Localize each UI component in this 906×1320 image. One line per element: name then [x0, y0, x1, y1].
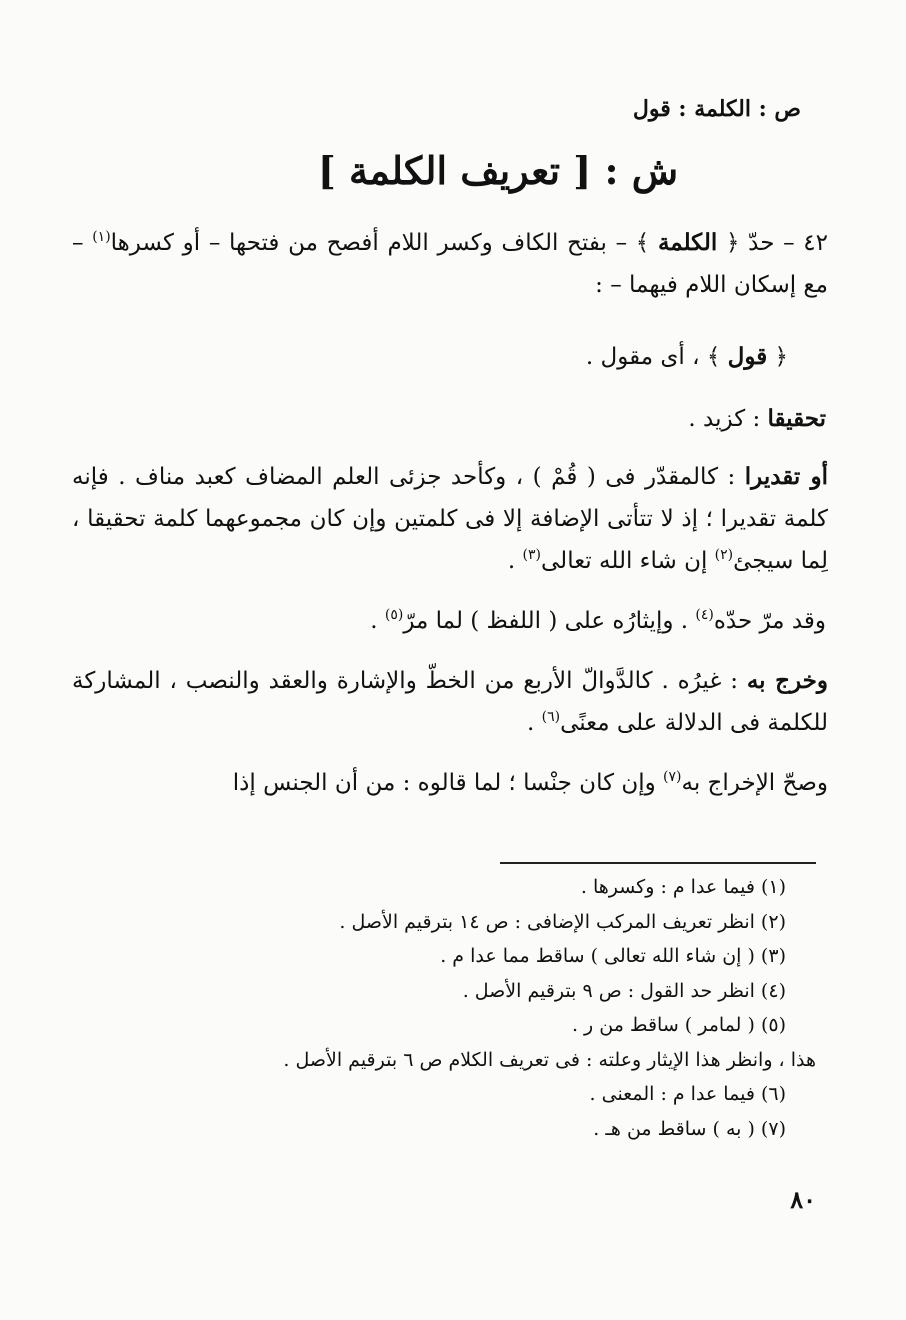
paragraph-qawl — [72, 336, 788, 378]
footnote-2: (٢) انظر تعريف المركب الإضافى : ص ١٤ بترقيم الأصل . — [339, 910, 786, 933]
paragraph-tahqiqan — [72, 398, 826, 440]
footnote-ref-6[interactable]: (٦) — [541, 709, 561, 725]
footnote-ref-7[interactable]: (٧) — [663, 769, 682, 785]
page-number: ٨٠ — [790, 1185, 816, 1214]
paragraph-text: : غيرُه . كالدَّوالّ الأربع من الخطّ والإشارة والعقد والنصب ، المشاركة للكلمة فى الدلالة على معنًى — [72, 668, 828, 736]
brace-open: ﴿ — [725, 230, 740, 256]
footnote-5: (٥) ( لمامر ) ساقط من ر . — [571, 1014, 786, 1036]
paragraph-text: : كزيد . — [688, 406, 761, 432]
footnote-ref-1[interactable]: (١) — [92, 229, 111, 245]
footnote-3: (٣) ( إن شاء الله تعالى ) ساقط مما عدا م . — [440, 945, 786, 967]
footnote-5-continuation: هذا ، وانظر هذا الإيثار وعلته : فى تعريف الكلام ص ٦ بترقيم الأصل . — [283, 1048, 816, 1071]
paragraph-text: . — [507, 548, 516, 574]
paragraph-text: وقد مرّ حدّه — [713, 608, 826, 634]
paragraph-text: إن شاء الله تعالى — [541, 548, 708, 574]
footnotes — [120, 870, 816, 1146]
paragraph-kharaja — [72, 660, 828, 744]
term-qawl: قول — [727, 343, 768, 370]
footnote-ref-3[interactable]: (٣) — [522, 547, 542, 563]
paragraph-text: . — [526, 710, 535, 736]
footnote-ref-4[interactable]: (٤) — [695, 607, 714, 623]
footnote-ref-5[interactable]: (٥) — [384, 607, 404, 623]
footnote-rule — [500, 862, 816, 864]
paragraph-number: ٤٢ – حدّ — [748, 230, 829, 256]
paragraph-text: : كالمقدّر فى ( قُمْ ) ، وكأحد جزئى العلم المضاف كعبد مناف . فإنه كلمة تقديرا ؛ إذ لا تتأتى الإضافة إلا فى كلمتين وإن كان مجموعهما كلمة تحقيقا ، لِما سيجئ — [72, 464, 828, 574]
running-head: ص : الكلمة : قول — [632, 96, 801, 122]
paragraph-text: . وإيثارُه على ( اللفظ ) لما مرّ — [403, 608, 689, 634]
brace-close: ﴾ — [706, 344, 721, 370]
term-kalima: الكلمة — [657, 229, 718, 256]
paragraph-text: ، أى مقول . — [585, 344, 700, 370]
term-taqdiran: أو تقديرا — [744, 463, 828, 490]
paragraph-ikhraj — [72, 762, 828, 804]
footnote-4: (٤) انظر حد القول : ص ٩ بترقيم الأصل . — [462, 979, 786, 1002]
term-kharaja: وخرج به — [746, 667, 828, 694]
brace-open: ﴿ — [774, 344, 788, 370]
term-tahqiqan: تحقيقا — [767, 405, 826, 432]
paragraph-taqdiran — [72, 456, 828, 582]
paragraph-hadd — [72, 600, 826, 642]
footnote-7: (٧) ( به ) ساقط من هـ . — [593, 1117, 786, 1140]
paragraph-definition — [72, 222, 828, 306]
footnote-ref-2[interactable]: (٢) — [714, 547, 734, 563]
paragraph-text: . — [370, 608, 378, 634]
brace-close: ﴾ — [635, 230, 650, 256]
section-title: ش : [ تعريف الكلمة ] — [317, 148, 679, 193]
paragraph-text: – بفتح الكاف وكسر اللام أفصح من فتحها – أو كسرها — [110, 230, 628, 256]
footnote-6: (٦) فيما عدا م : المعنى . — [589, 1083, 786, 1105]
paragraph-text: وصحّ الإخراج به — [681, 770, 828, 796]
paragraph-text: – مع إسكان اللام فيهما – : — [72, 230, 828, 298]
footnote-1: (١) فيما عدا م : وكسرها . — [580, 876, 786, 898]
paragraph-text: وإن كان جنْسا ؛ لما قالوه : من أن الجنس إذا — [232, 770, 656, 796]
